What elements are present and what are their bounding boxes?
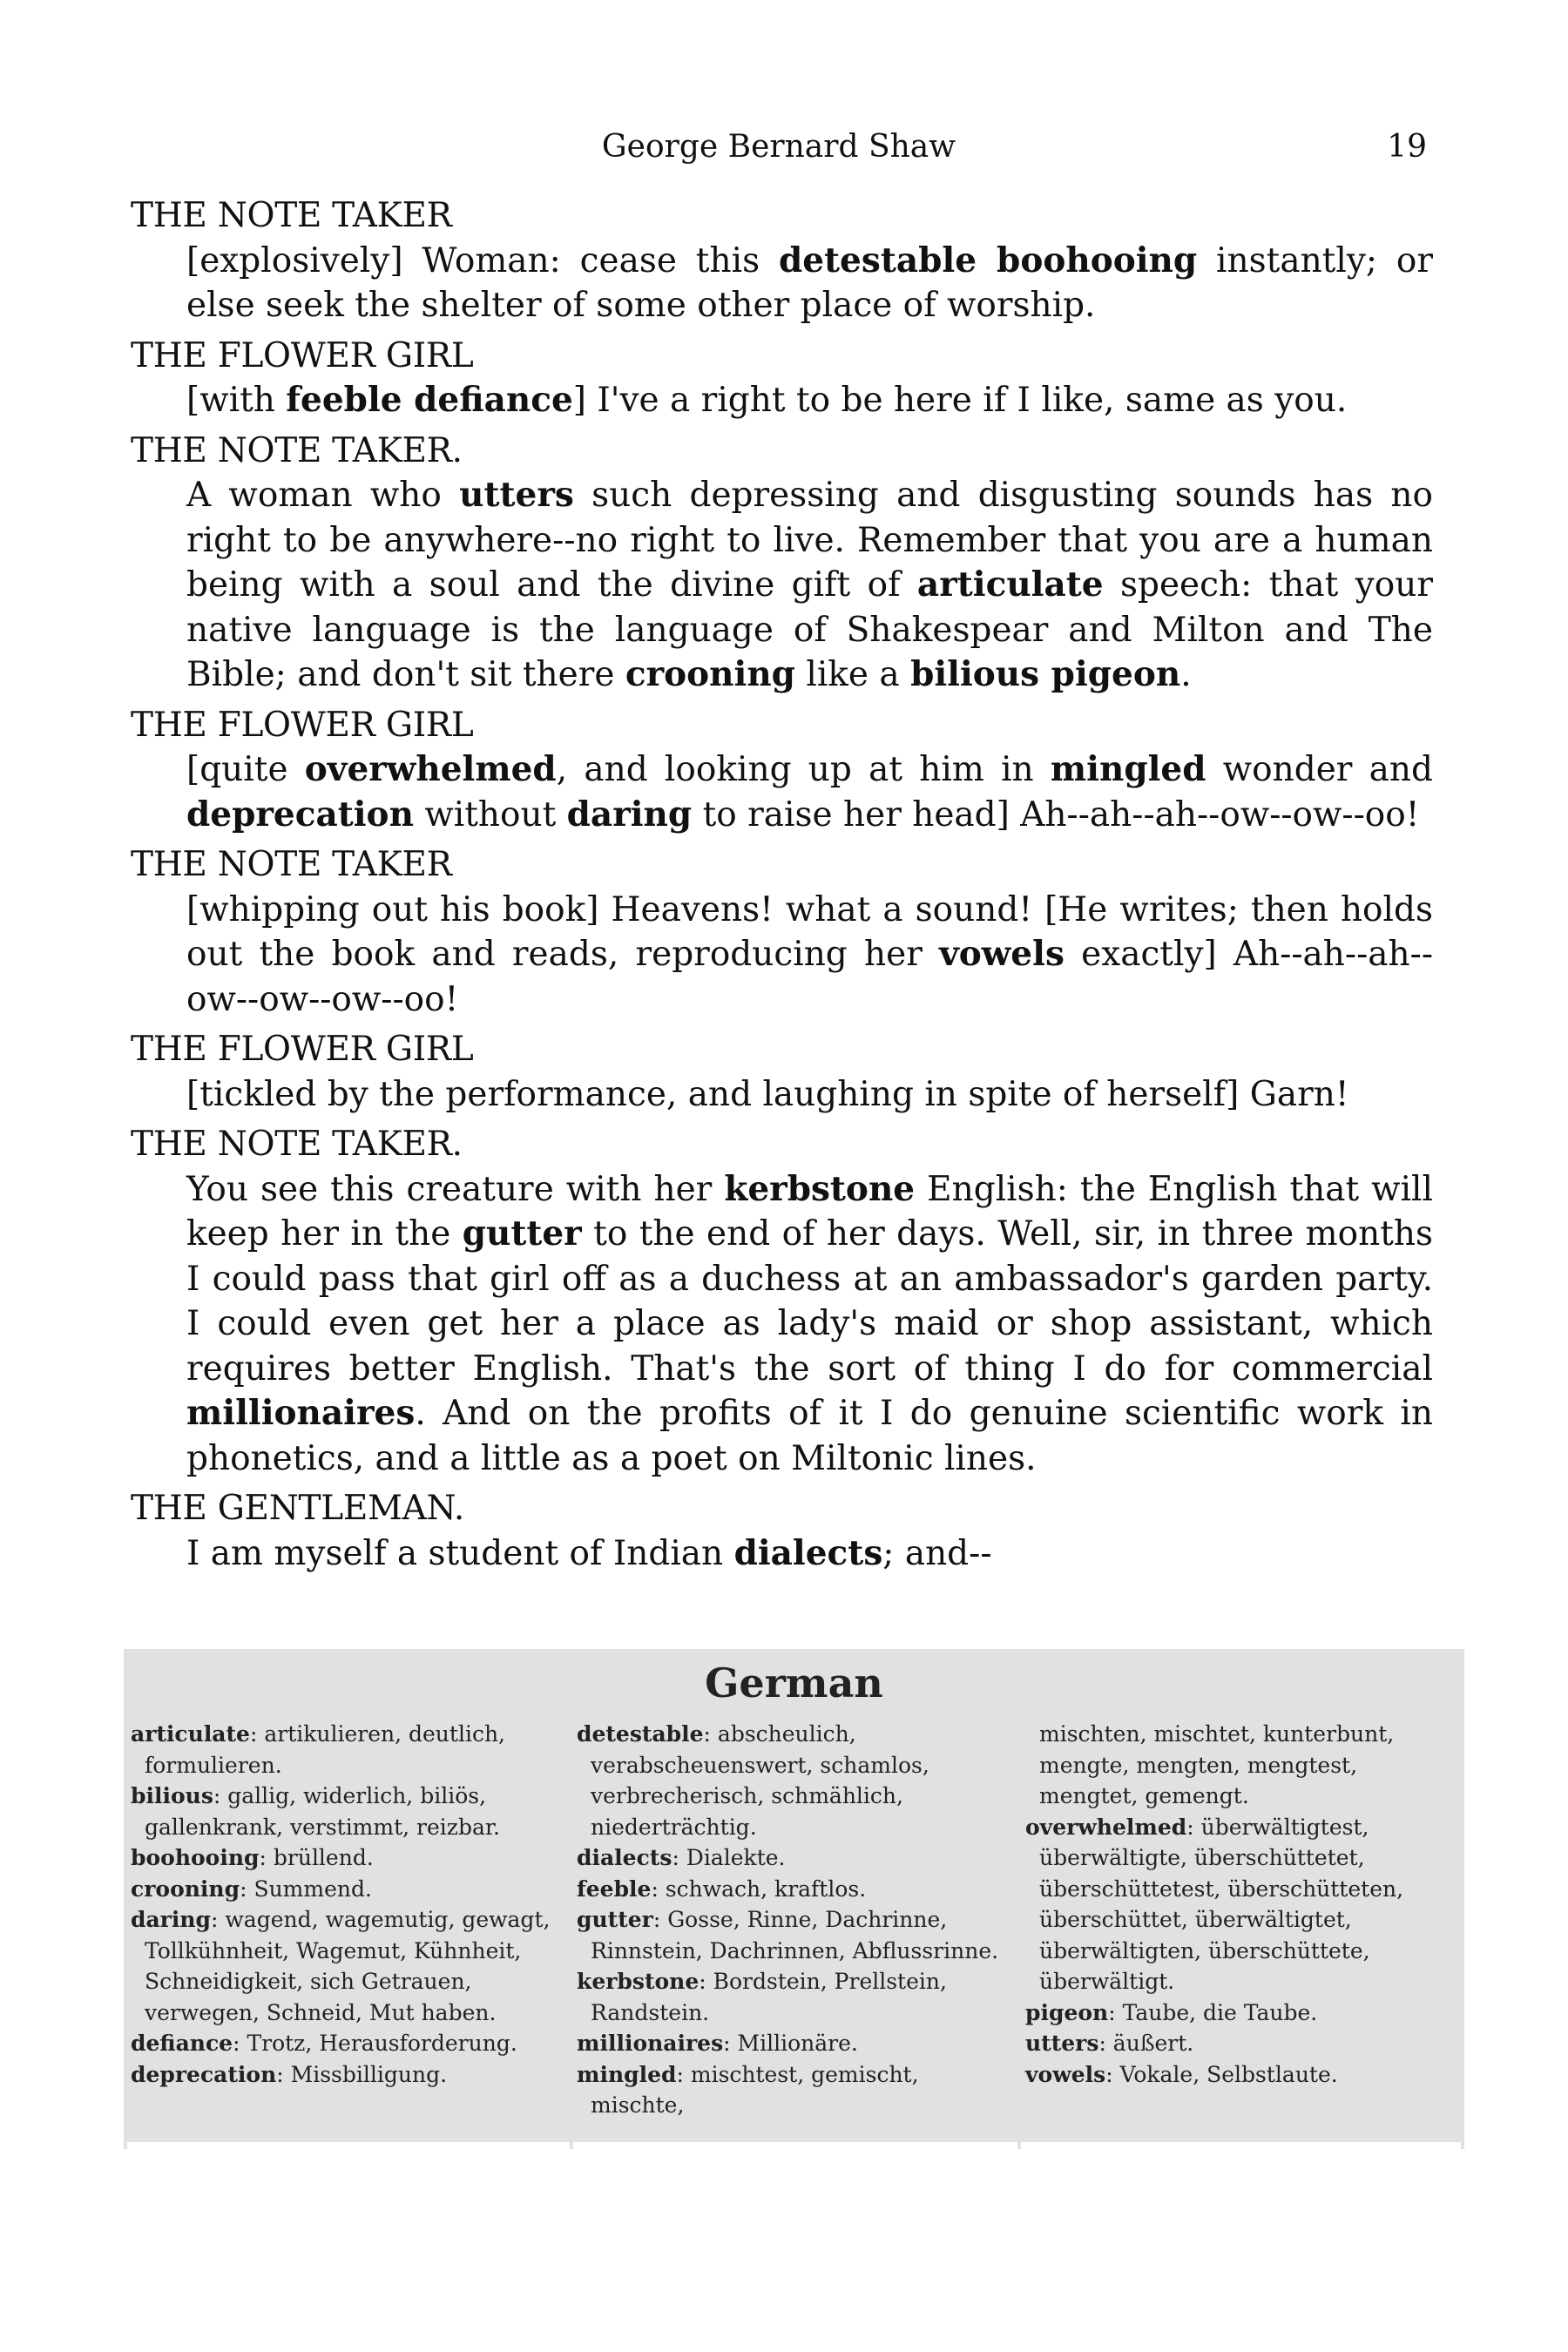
- glossary-entry: [131, 1874, 564, 1905]
- speech-text: [186, 747, 1433, 837]
- speech-segment: exactly] Ah--ah--ah--ow--ow--ow--oo!: [186, 935, 1433, 1019]
- glossary-entry: [131, 1781, 564, 1842]
- glossary-foot-mark: [1017, 2142, 1021, 2149]
- speech-segment: speech: that your native language is the language of Shakespear and Milton and The Bible; and don't sit there: [186, 565, 1433, 694]
- glossary-term: deprecation: [131, 2061, 277, 2087]
- vocabulary-term: utters: [459, 475, 574, 515]
- glossary-term: bilious: [131, 1783, 213, 1808]
- glossary-definition: : Dialekte.: [672, 1845, 786, 1870]
- glossary-foot-mark: [1461, 2142, 1464, 2149]
- speech-segment: [with: [186, 381, 287, 420]
- glossary-term: feeble: [577, 1876, 652, 1902]
- vocabulary-term: mingled: [1050, 749, 1206, 789]
- speech-text: [186, 888, 1433, 1023]
- glossary-entry: [1025, 1812, 1461, 1997]
- glossary-term: overwhelmed: [1025, 1814, 1187, 1840]
- speech-segment: . And on the profits of it I do genuine scientific work in phonetics, and a little as a poet on Miltonic lines.: [186, 1394, 1433, 1478]
- glossary-definition: : Summend.: [240, 1876, 372, 1902]
- vocabulary-term: overwhelmed: [304, 749, 557, 789]
- glossary-term: mingled: [577, 2061, 677, 2087]
- speech-segment: ; and--: [882, 1533, 992, 1573]
- speech-segment: You see this creature with her: [186, 1169, 725, 1209]
- glossary-term: boohooing: [131, 1845, 260, 1870]
- glossary-continuation: mischten, mischtet, kunterbunt, mengte, mengten, mengtest, mengtet, gemengt.: [1039, 1721, 1395, 1808]
- glossary-entry: [577, 1966, 1010, 2028]
- glossary-entry: [1025, 2059, 1461, 2091]
- glossary-definition: : Gosse, Rinne, Dachrinne, Rinnstein, Dachrinnen, Abflussrinne.: [591, 1907, 999, 1963]
- glossary-term: detestable: [577, 1721, 704, 1747]
- vocabulary-term: dialects: [733, 1532, 883, 1573]
- speech-segment: [tickled by the performance, and laughing in spite of herself] Garn!: [186, 1074, 1349, 1114]
- glossary-term: pigeon: [1025, 1999, 1109, 2025]
- glossary-definition: : Trotz, Herausforderung.: [233, 2031, 517, 2056]
- speech-segment: [explosively] Woman: cease this: [186, 240, 779, 280]
- speech-segment: to raise her head] Ah--ah--ah--ow--ow--oo!: [692, 794, 1420, 835]
- glossary-term: daring: [131, 1907, 212, 1932]
- speech-segment: like a: [794, 655, 911, 694]
- glossary-definition: : abscheulich, verabscheuenswert, schamlos, verbrecherisch, schmählich, niederträchtig.: [591, 1721, 929, 1840]
- glossary-entry: [577, 2028, 1010, 2059]
- vocabulary-term: vowels: [939, 934, 1064, 974]
- glossary-entry: [131, 2059, 564, 2091]
- speaker-name: THE FLOWER GIRL: [131, 705, 474, 745]
- glossary-title: German: [705, 1659, 883, 1707]
- glossary-definition: : äußert.: [1098, 2031, 1194, 2056]
- speaker-name: THE FLOWER GIRL: [131, 335, 474, 375]
- running-head-author: George Bernard Shaw: [601, 129, 956, 165]
- vocabulary-term: kerbstone: [724, 1168, 916, 1209]
- speech-segment: [whipping out his book] Heavens! what a sound! [He writes; then holds out the book and reads, reproducing her: [186, 889, 1433, 974]
- glossary-definition: : brüllend.: [259, 1845, 374, 1870]
- glossary-entry: [577, 2059, 1010, 2121]
- speaker-name: THE NOTE TAKER: [131, 196, 452, 235]
- speaker-name: THE FLOWER GIRL: [131, 1030, 474, 1069]
- speech-text: [186, 1072, 1433, 1118]
- glossary-term: kerbstone: [577, 1969, 700, 1994]
- page-number: 19: [1387, 129, 1427, 165]
- glossary-entry: [131, 1719, 564, 1781]
- speech-segment: without: [413, 794, 567, 835]
- speech-segment: English: the English that will keep her in the: [186, 1169, 1433, 1254]
- vocabulary-term: daring: [566, 794, 693, 835]
- glossary-term: articulate: [131, 1721, 250, 1747]
- glossary-term: defiance: [131, 2031, 233, 2056]
- speech-segment: such depressing and disgusting sounds has no right to be anywhere--no right to live. Remember that you are a human being with a soul and the divine gift of: [186, 476, 1433, 605]
- glossary-definition: : überwältigtest, überwältigte, überschüttetet, überschüttetest, überschütteten, überschüttet, überwältigtet, überwältigten, überschüttete, überwältigt.: [1039, 1814, 1404, 1994]
- glossary-definition: : artikulieren, deutlich, formulieren.: [145, 1721, 505, 1778]
- glossary-foot-mark: [570, 2142, 573, 2149]
- glossary-box: [124, 1649, 1464, 2142]
- glossary-entry: [1025, 2028, 1461, 2059]
- glossary-definition: : Vokale, Selbstlaute.: [1105, 2061, 1338, 2087]
- glossary-entry: [131, 1904, 564, 2028]
- speech-text: [186, 378, 1433, 423]
- speech-text: [186, 1167, 1433, 1482]
- glossary-definition: : Missbilligung.: [276, 2061, 448, 2087]
- vocabulary-term: millionaires: [186, 1393, 416, 1433]
- glossary-foot-mark: [124, 2142, 127, 2149]
- glossary-term: crooning: [131, 1876, 240, 1902]
- glossary-definition: : mischtest, gemischt, mischte,: [591, 2061, 919, 2118]
- glossary-term: gutter: [577, 1907, 653, 1932]
- speech-segment: wonder and: [1206, 750, 1433, 789]
- glossary-term: utters: [1025, 2031, 1099, 2056]
- speech-segment: A woman who: [186, 476, 460, 515]
- speech-text: [186, 473, 1433, 698]
- vocabulary-term: gutter: [462, 1213, 582, 1254]
- speech-segment: I am myself a student of Indian: [186, 1533, 734, 1573]
- glossary-entry: [577, 1842, 1010, 1874]
- glossary-entry: [577, 1904, 1010, 1966]
- glossary-definition: : gallig, widerlich, biliös, gallenkrank, verstimmt, reizbar.: [145, 1783, 501, 1840]
- speaker-name: THE NOTE TAKER.: [131, 1125, 463, 1164]
- glossary-entry: [131, 2028, 564, 2059]
- page-header: [131, 129, 1427, 172]
- speech-segment: , and looking up at him in: [556, 750, 1051, 789]
- glossary-definition: : Millionäre.: [723, 2031, 858, 2056]
- vocabulary-term: deprecation: [186, 794, 414, 835]
- speech-text: [186, 239, 1433, 328]
- glossary-definition: : Taube, die Taube.: [1108, 1999, 1318, 2025]
- glossary-column-2: [577, 1719, 1010, 2121]
- speaker-name: THE NOTE TAKER.: [131, 430, 463, 470]
- glossary-column-3: [1025, 1719, 1461, 2090]
- glossary-definition: : Bordstein, Prellstein, Randstein.: [591, 1969, 947, 2025]
- play-text: [131, 193, 1433, 1581]
- speech-text: [186, 1531, 1433, 1577]
- glossary-entry: [577, 1719, 1010, 1842]
- vocabulary-term: feeble defiance: [286, 380, 573, 420]
- glossary-term: vowels: [1025, 2061, 1106, 2087]
- vocabulary-term: articulate: [916, 564, 1104, 605]
- glossary-term: dialects: [577, 1845, 672, 1870]
- speaker-name: THE GENTLEMAN.: [131, 1489, 464, 1528]
- speech-segment: [quite: [186, 750, 305, 789]
- speech-segment: instantly; or else seek the shelter of some other place of worship.: [186, 240, 1433, 325]
- glossary-definition: : wagend, wagemutig, gewagt, Tollkühnheit, Wagemut, Kühnheit, Schneidigkeit, sich Getrauen, verwegen, Schneid, Mut haben.: [145, 1907, 551, 2025]
- glossary-term: millionaires: [577, 2031, 724, 2056]
- vocabulary-term: crooning: [625, 654, 795, 694]
- speech-segment: .: [1180, 655, 1192, 694]
- vocabulary-term: detestable boohooing: [778, 240, 1198, 280]
- vocabulary-term: bilious pigeon: [910, 654, 1181, 694]
- glossary-definition: : schwach, kraftlos.: [651, 1876, 867, 1902]
- glossary-column-1: [131, 1719, 564, 2090]
- speaker-name: THE NOTE TAKER: [131, 845, 452, 884]
- speech-segment: ] I've a right to be here if I like, same as you.: [572, 381, 1348, 420]
- glossary-entry: [1025, 1997, 1461, 2029]
- speech-segment: to the end of her days. Well, sir, in three months I could pass that girl off as a duchess at an ambassador's garden party. I could even get her a place as lady's maid or shop assistant, which requires better English. That's the sort of thing I do for commercial: [186, 1214, 1434, 1389]
- glossary-entry: [577, 1874, 1010, 1905]
- glossary-entry: [131, 1842, 564, 1874]
